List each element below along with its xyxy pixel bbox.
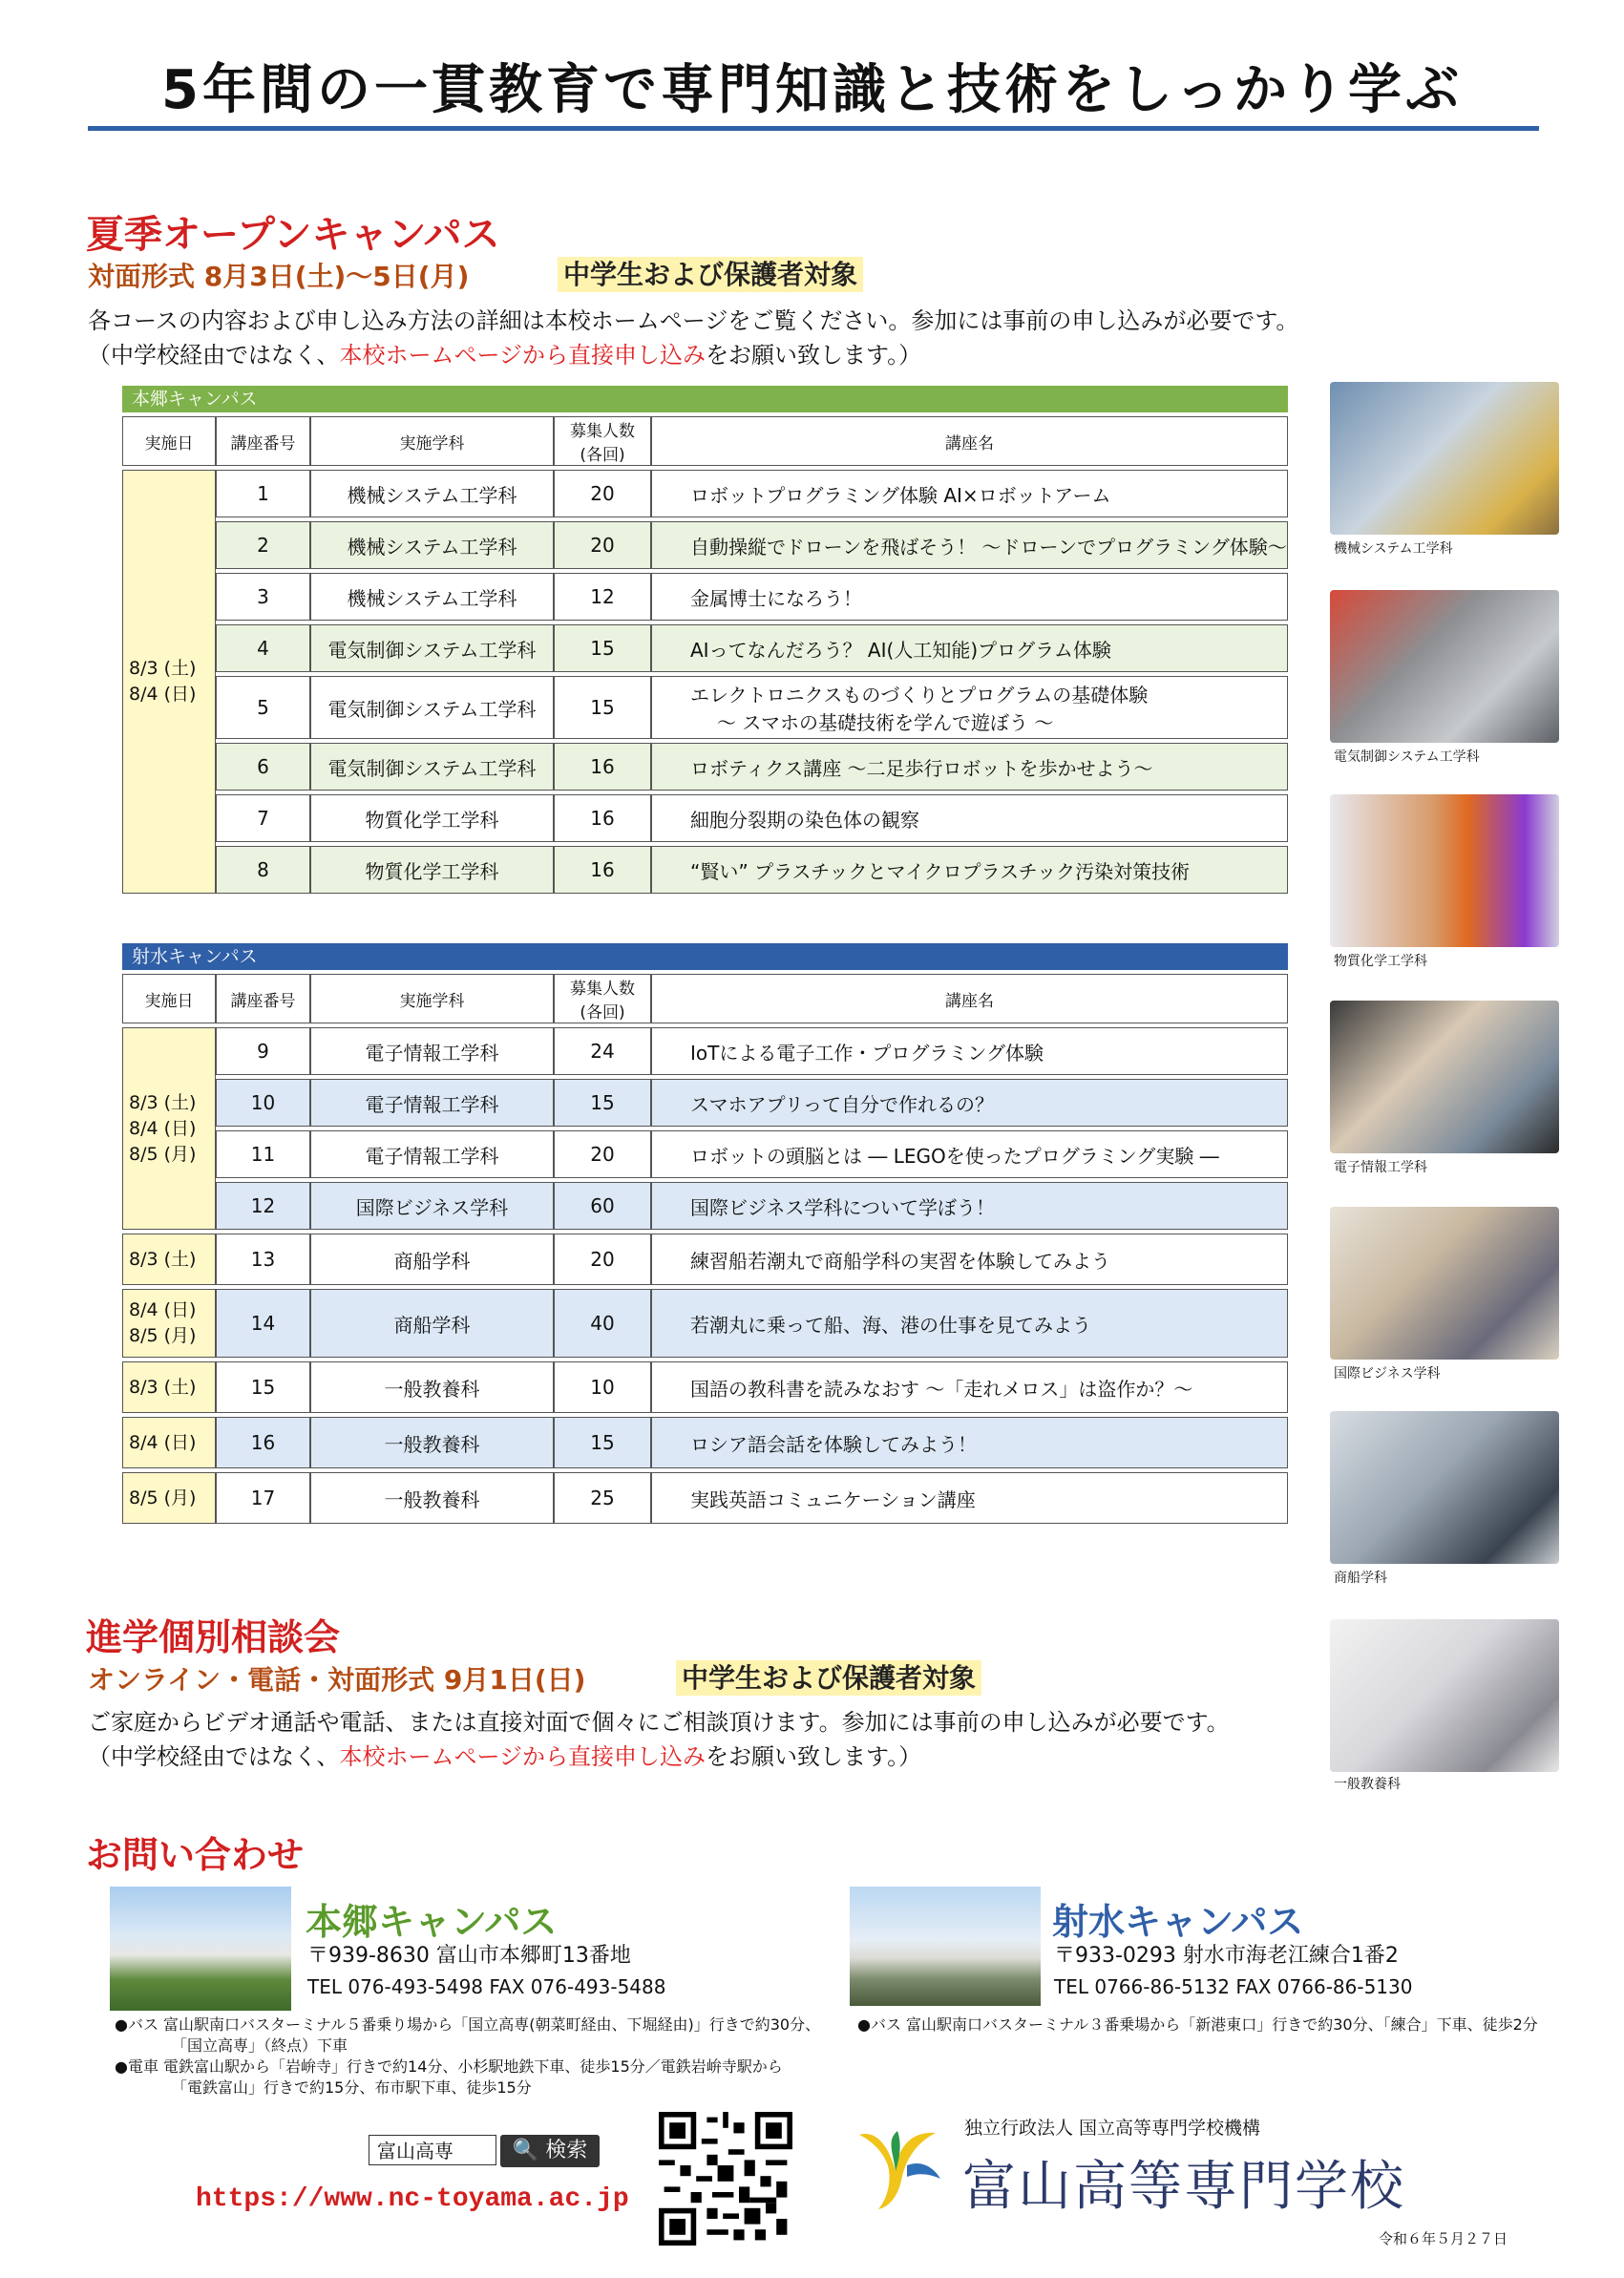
hongo-tel-fax: TEL 076-493-5498 FAX 076-493-5488 [307,1975,666,1998]
photo-caption: 一般教養科 [1334,1777,1401,1792]
table-cell: 細胞分裂期の染色体の観察 [651,794,1288,842]
photo-caption: 電気制御システム工学科 [1334,749,1480,765]
search-input[interactable]: 富山高専 [369,2135,496,2165]
consult-subheading: オンライン・電話・対面形式 9月1日(日) [88,1664,586,1696]
table-cell: 24 [554,1027,651,1075]
table-cell: 12 [216,1182,310,1230]
page-title: 5年間の一貫教育で専門知識と技術をしっかり学ぶ [161,59,1463,121]
table-row [122,1289,1288,1358]
school-name: 富山高等専門学校 [962,2156,1405,2218]
table-row [122,624,1288,672]
qr-code[interactable] [659,2112,792,2246]
photo-caption: 商船学科 [1334,1571,1387,1586]
table-cell: 国際ビジネス学科 [310,1182,554,1230]
table-cell: 3 [216,573,310,621]
photo-caption: 電子情報工学科 [1334,1160,1427,1175]
table-row [122,676,1288,739]
table-cell: 8/4 (日) 8/5 (月) [122,1289,216,1358]
table-cell: 2 [216,521,310,569]
contact-heading: お問い合わせ [86,1834,305,1876]
col-capacity: 募集人数 (各回) [554,416,651,466]
imizu-access: ●バス 富山駅南口バスターミナル３番乗場から「新港東口」行きで約30分、「練合」下車、徒歩2分 [857,2015,1538,2034]
table-row [122,794,1288,842]
table-cell: 講座番号 [216,974,310,1023]
hongo-address: 〒939-8630 富山市本郷町13番地 [307,1944,631,1968]
table-cell: 16 [554,846,651,894]
photo-caption: 物質化学工学科 [1334,954,1427,969]
photo-business [1330,1207,1559,1360]
table-cell: 60 [554,1182,651,1230]
photo-electronics [1330,1001,1559,1153]
table-cell: 一般教養科 [310,1361,554,1413]
table-header-row [122,416,1288,466]
table-cell: 機械システム工学科 [310,573,554,621]
col-dept: 実施学科 [310,416,554,466]
table-cell: 国語の教科書を読みなおす ～「走れメロス」は盗作か？～ [651,1361,1288,1413]
search-icon: 🔍 [512,2139,539,2162]
table-cell: 自動操縦でドローンを飛ばそう！ ～ドローンでプログラミング体験～ [651,521,1288,569]
table-row [122,1472,1288,1524]
table-cell: 25 [554,1472,651,1524]
table-cell: 7 [216,794,310,842]
table-cell: 17 [216,1472,310,1524]
table-cell: 一般教養科 [310,1472,554,1524]
photo-chemistry [1330,794,1559,947]
table-cell: 商船学科 [310,1289,554,1358]
table-row [122,846,1288,894]
table-cell: 5 [216,676,310,739]
table-cell: 13 [216,1234,310,1285]
table-cell: 電子情報工学科 [310,1027,554,1075]
table-cell: 募集人数 (各回) [554,974,651,1023]
table-cell: 15 [554,676,651,739]
table-cell: 機械システム工学科 [310,521,554,569]
table-cell: ロボットの頭脳とは ― LEGOを使ったプログラミング実験 ― [651,1130,1288,1178]
table-cell: 電気制御システム工学科 [310,676,554,739]
table-cell: 電子情報工学科 [310,1130,554,1178]
consult-desc-1: ご家庭からビデオ通話や電話、または直接対面で個々にご相談頂けます。参加には事前の申し込みが必要です。 [88,1709,1230,1736]
table-cell: 11 [216,1130,310,1178]
table-cell: 実施学科 [310,974,554,1023]
consult-audience: 中学生および保護者対象 [676,1660,981,1696]
table-header-row [122,974,1288,1023]
col-no: 講座番号 [216,416,310,466]
table-cell: 16 [554,794,651,842]
table-cell: 6 [216,743,310,791]
table-row [122,1027,1288,1075]
table-cell: 20 [554,521,651,569]
table-cell: 4 [216,624,310,672]
table-cell: 8/4 (日) [122,1417,216,1468]
table-cell: 若潮丸に乗って船、海、港の仕事を見てみよう [651,1289,1288,1358]
imizu-table [122,970,1288,1528]
open-campus-audience: 中学生および保護者対象 [558,257,863,292]
imizu-campus-photo [850,1887,1041,2006]
table-cell: 電気制御システム工学科 [310,743,554,791]
table-cell: 15 [554,1417,651,1468]
table-cell: 10 [554,1361,651,1413]
title-underline [88,126,1539,131]
table-cell: 電子情報工学科 [310,1079,554,1127]
table-cell: 8/3 (土) [122,1234,216,1285]
table-row [122,1361,1288,1413]
imizu-band: 射水キャンパス [122,943,1288,970]
table-cell: 機械システム工学科 [310,470,554,517]
table-cell: 物質化学工学科 [310,794,554,842]
table-cell: 15 [554,624,651,672]
table-row [122,1234,1288,1285]
table-cell: 実施日 [122,974,216,1023]
table-cell: 物質化学工学科 [310,846,554,894]
table-cell: 12 [554,573,651,621]
org-name: 独立行政法人 国立高等専門学校機構 [964,2118,1261,2139]
hongo-band: 本郷キャンパス [122,386,1288,412]
col-course: 講座名 [651,416,1288,466]
table-cell: 14 [216,1289,310,1358]
table-cell: 15 [554,1079,651,1127]
table-cell: 9 [216,1027,310,1075]
table-row [122,1079,1288,1127]
table-cell: AIってなんだろう？ AI(人工知能)プログラム体験 [651,624,1288,672]
table-cell: 1 [216,470,310,517]
table-row [122,743,1288,791]
issue-date: 令和６年５月２７日 [1379,2230,1508,2247]
imizu-tel-fax: TEL 0766-86-5132 FAX 0766-86-5130 [1054,1975,1413,1998]
table-row [122,1417,1288,1468]
table-cell: ロボットプログラミング体験 AI×ロボットアーム [651,470,1288,517]
photo-mechanical [1330,382,1559,535]
table-cell: 16 [554,743,651,791]
hongo-table [122,412,1288,897]
consult-desc-2: （中学校経由ではなく、本校ホームページから直接申し込みをお願い致します。） [88,1743,922,1770]
school-logo-icon [850,2121,945,2213]
table-cell: “賢い” プラスチックとマイクロプラスチック汚染対策技術 [651,846,1288,894]
table-cell: 練習船若潮丸で商船学科の実習を体験してみよう [651,1234,1288,1285]
table-row [122,1182,1288,1230]
table-row [122,1130,1288,1178]
table-cell: 20 [554,1130,651,1178]
open-campus-desc-1: 各コースの内容および申し込み方法の詳細は本校ホームページをご覧ください。参加には事前の申し込みが必要です。 [88,307,1299,334]
col-date: 実施日 [122,416,216,466]
consult-heading: 進学個別相談会 [86,1616,341,1658]
table-row [122,470,1288,517]
table-cell: 一般教養科 [310,1417,554,1468]
table-cell: エレクトロニクスものづくりとプログラムの基礎体験 ～ スマホの基礎技術を学んで遊ぼう ～ [651,676,1288,739]
hongo-date-cell: 8/3 (土) 8/4 (日) [122,470,216,894]
table-cell: 8/3 (土) [122,1361,216,1413]
hongo-campus-photo [110,1887,291,2011]
open-campus-heading: 夏季オープンキャンパス [86,213,500,257]
table-cell: スマホアプリって自分で作れるの？ [651,1079,1288,1127]
table-cell: IoTによる電子工作・プログラミング体験 [651,1027,1288,1075]
table-cell: 講座名 [651,974,1288,1023]
table-cell: 16 [216,1417,310,1468]
table-row [122,521,1288,569]
imizu-date-cell: 8/3 (土) 8/4 (日) 8/5 (月) [122,1027,216,1230]
table-cell: ロボティクス講座 ～二足歩行ロボットを歩かせよう～ [651,743,1288,791]
photo-maritime [1330,1411,1559,1564]
table-cell: 国際ビジネス学科について学ぼう！ [651,1182,1288,1230]
imizu-campus-name: 射水キャンパス [1052,1901,1304,1943]
photo-general [1330,1619,1559,1772]
open-campus-subheading: 対面形式 8月3日(土)～5日(月) [88,261,470,292]
table-cell: 実践英語コミュニケーション講座 [651,1472,1288,1524]
table-cell: 8/5 (月) [122,1472,216,1524]
table-cell: 金属博士になろう！ [651,573,1288,621]
table-cell: 8 [216,846,310,894]
photo-caption: 機械システム工学科 [1334,541,1453,557]
table-cell: 商船学科 [310,1234,554,1285]
table-cell: 40 [554,1289,651,1358]
table-cell: ロシア語会話を体験してみよう！ [651,1417,1288,1468]
table-cell: 電気制御システム工学科 [310,624,554,672]
school-url[interactable]: https://www.nc-toyama.ac.jp [196,2184,629,2214]
table-cell: 15 [216,1361,310,1413]
search-button[interactable]: 🔍 検索 [500,2135,600,2167]
table-cell: 20 [554,1234,651,1285]
imizu-address: 〒933-0293 射水市海老江練合1番2 [1054,1944,1399,1968]
photo-caption: 国際ビジネス学科 [1334,1366,1441,1382]
photo-electrical [1330,590,1559,743]
open-campus-desc-2: （中学校経由ではなく、本校ホームページから直接申し込みをお願い致します。） [88,342,922,369]
table-cell: 20 [554,470,651,517]
table-row [122,573,1288,621]
hongo-campus-name: 本郷キャンパス [306,1901,558,1943]
table-cell: 10 [216,1079,310,1127]
hongo-access: ●バス 富山駅南口バスターミナル５番乗り場から「国立高専(朝菜町経由、下堀経由)」行きで約30分、 「国立高専」（終点）下車 ●電車 電鉄富山駅から「岩峅寺」行きで約14分、小杉駅地鉄下車、徒歩15分／電鉄岩峅寺駅から 「電鉄富山」行きで約15分、布市駅下車、徒歩15分 [115,2015,821,2097]
